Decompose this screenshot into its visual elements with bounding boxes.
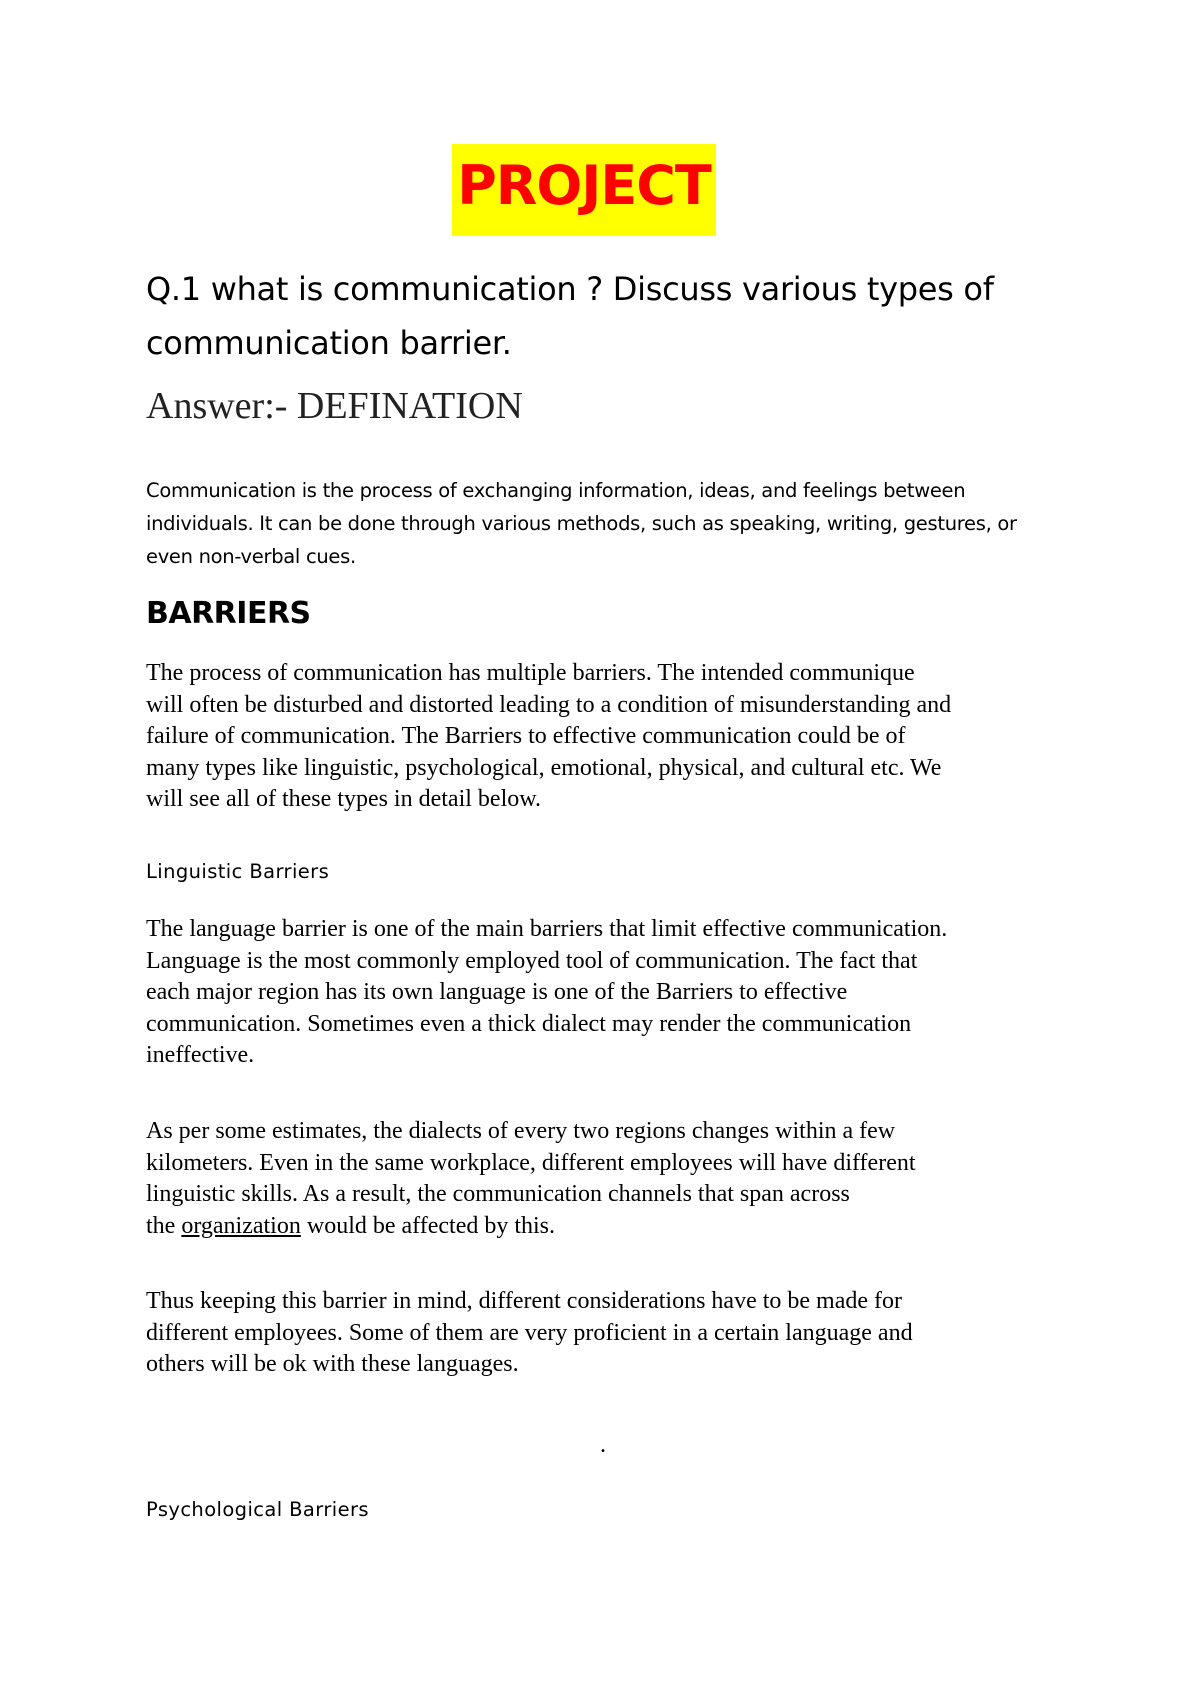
linguistic-paragraph-1 <box>146 914 1086 1072</box>
paragraph-line: linguistic skills. As a result, the communication channels that span across <box>146 1181 850 1208</box>
paragraph-line: As per some estimates, the dialects of every two regions changes within a few <box>146 1118 896 1144</box>
separator-dot: . <box>600 1432 606 1458</box>
definition-line: even non-verbal cues. <box>146 545 356 568</box>
paragraph-line: many types like linguistic, psychological, emotional, physical, and cultural etc. We <box>146 754 942 781</box>
paragraph-line: each major region has its own language is one of the Barriers to effective <box>146 979 848 1006</box>
paragraph-line: communication. Sometimes even a thick dialect may render the communication <box>146 1010 912 1037</box>
paragraph-line: Thus keeping this barrier in mind, different considerations have to be made for <box>146 1288 902 1314</box>
definition-paragraph <box>146 474 1076 573</box>
question-line: communication barrier. <box>146 324 512 362</box>
paragraph-line: kilometers. Even in the same workplace, different employees will have different <box>146 1149 916 1176</box>
paragraph-line <box>146 1211 1086 1243</box>
line-prefix: the <box>146 1212 182 1239</box>
document-title: PROJECT <box>457 154 711 217</box>
paragraph-line: will often be disturbed and distorted leading to a condition of misunderstanding and <box>146 691 952 718</box>
linguistic-barriers-heading: Linguistic Barriers <box>146 860 330 883</box>
psychological-barriers-heading: Psychological Barriers <box>146 1498 369 1521</box>
paragraph-line: different employees. Some of them are very proficient in a certain language and <box>146 1319 913 1346</box>
paragraph-line: The language barrier is one of the main barriers that limit effective communication. <box>146 916 948 942</box>
barriers-heading: BARRIERS <box>146 596 311 631</box>
linguistic-paragraph-3 <box>146 1286 1086 1381</box>
line-suffix: would be affected by this. <box>300 1212 556 1239</box>
paragraph-line: The process of communication has multiple barriers. The intended communique <box>146 660 915 686</box>
definition-line: Communication is the process of exchanging information, ideas, and feelings between <box>146 479 966 502</box>
question-line: Q.1 what is communication ? Discuss various types of <box>146 270 994 308</box>
answer-label: Answer:- DEFINATION <box>146 385 523 427</box>
paragraph-line: others will be ok with these languages. <box>146 1351 519 1378</box>
paragraph-line: will see all of these types in detail below. <box>146 786 542 813</box>
question-text <box>146 262 1086 370</box>
linguistic-paragraph-2 <box>146 1116 1086 1242</box>
barriers-paragraph <box>146 658 1086 816</box>
organization-link[interactable]: organization <box>181 1212 301 1239</box>
definition-line: individuals. It can be done through various methods, such as speaking, writing, gestures, or <box>146 512 1017 535</box>
paragraph-line: failure of communication. The Barriers to effective communication could be of <box>146 723 906 750</box>
paragraph-line: ineffective. <box>146 1042 255 1069</box>
paragraph-line: Language is the most commonly employed tool of communication. The fact that <box>146 947 918 974</box>
